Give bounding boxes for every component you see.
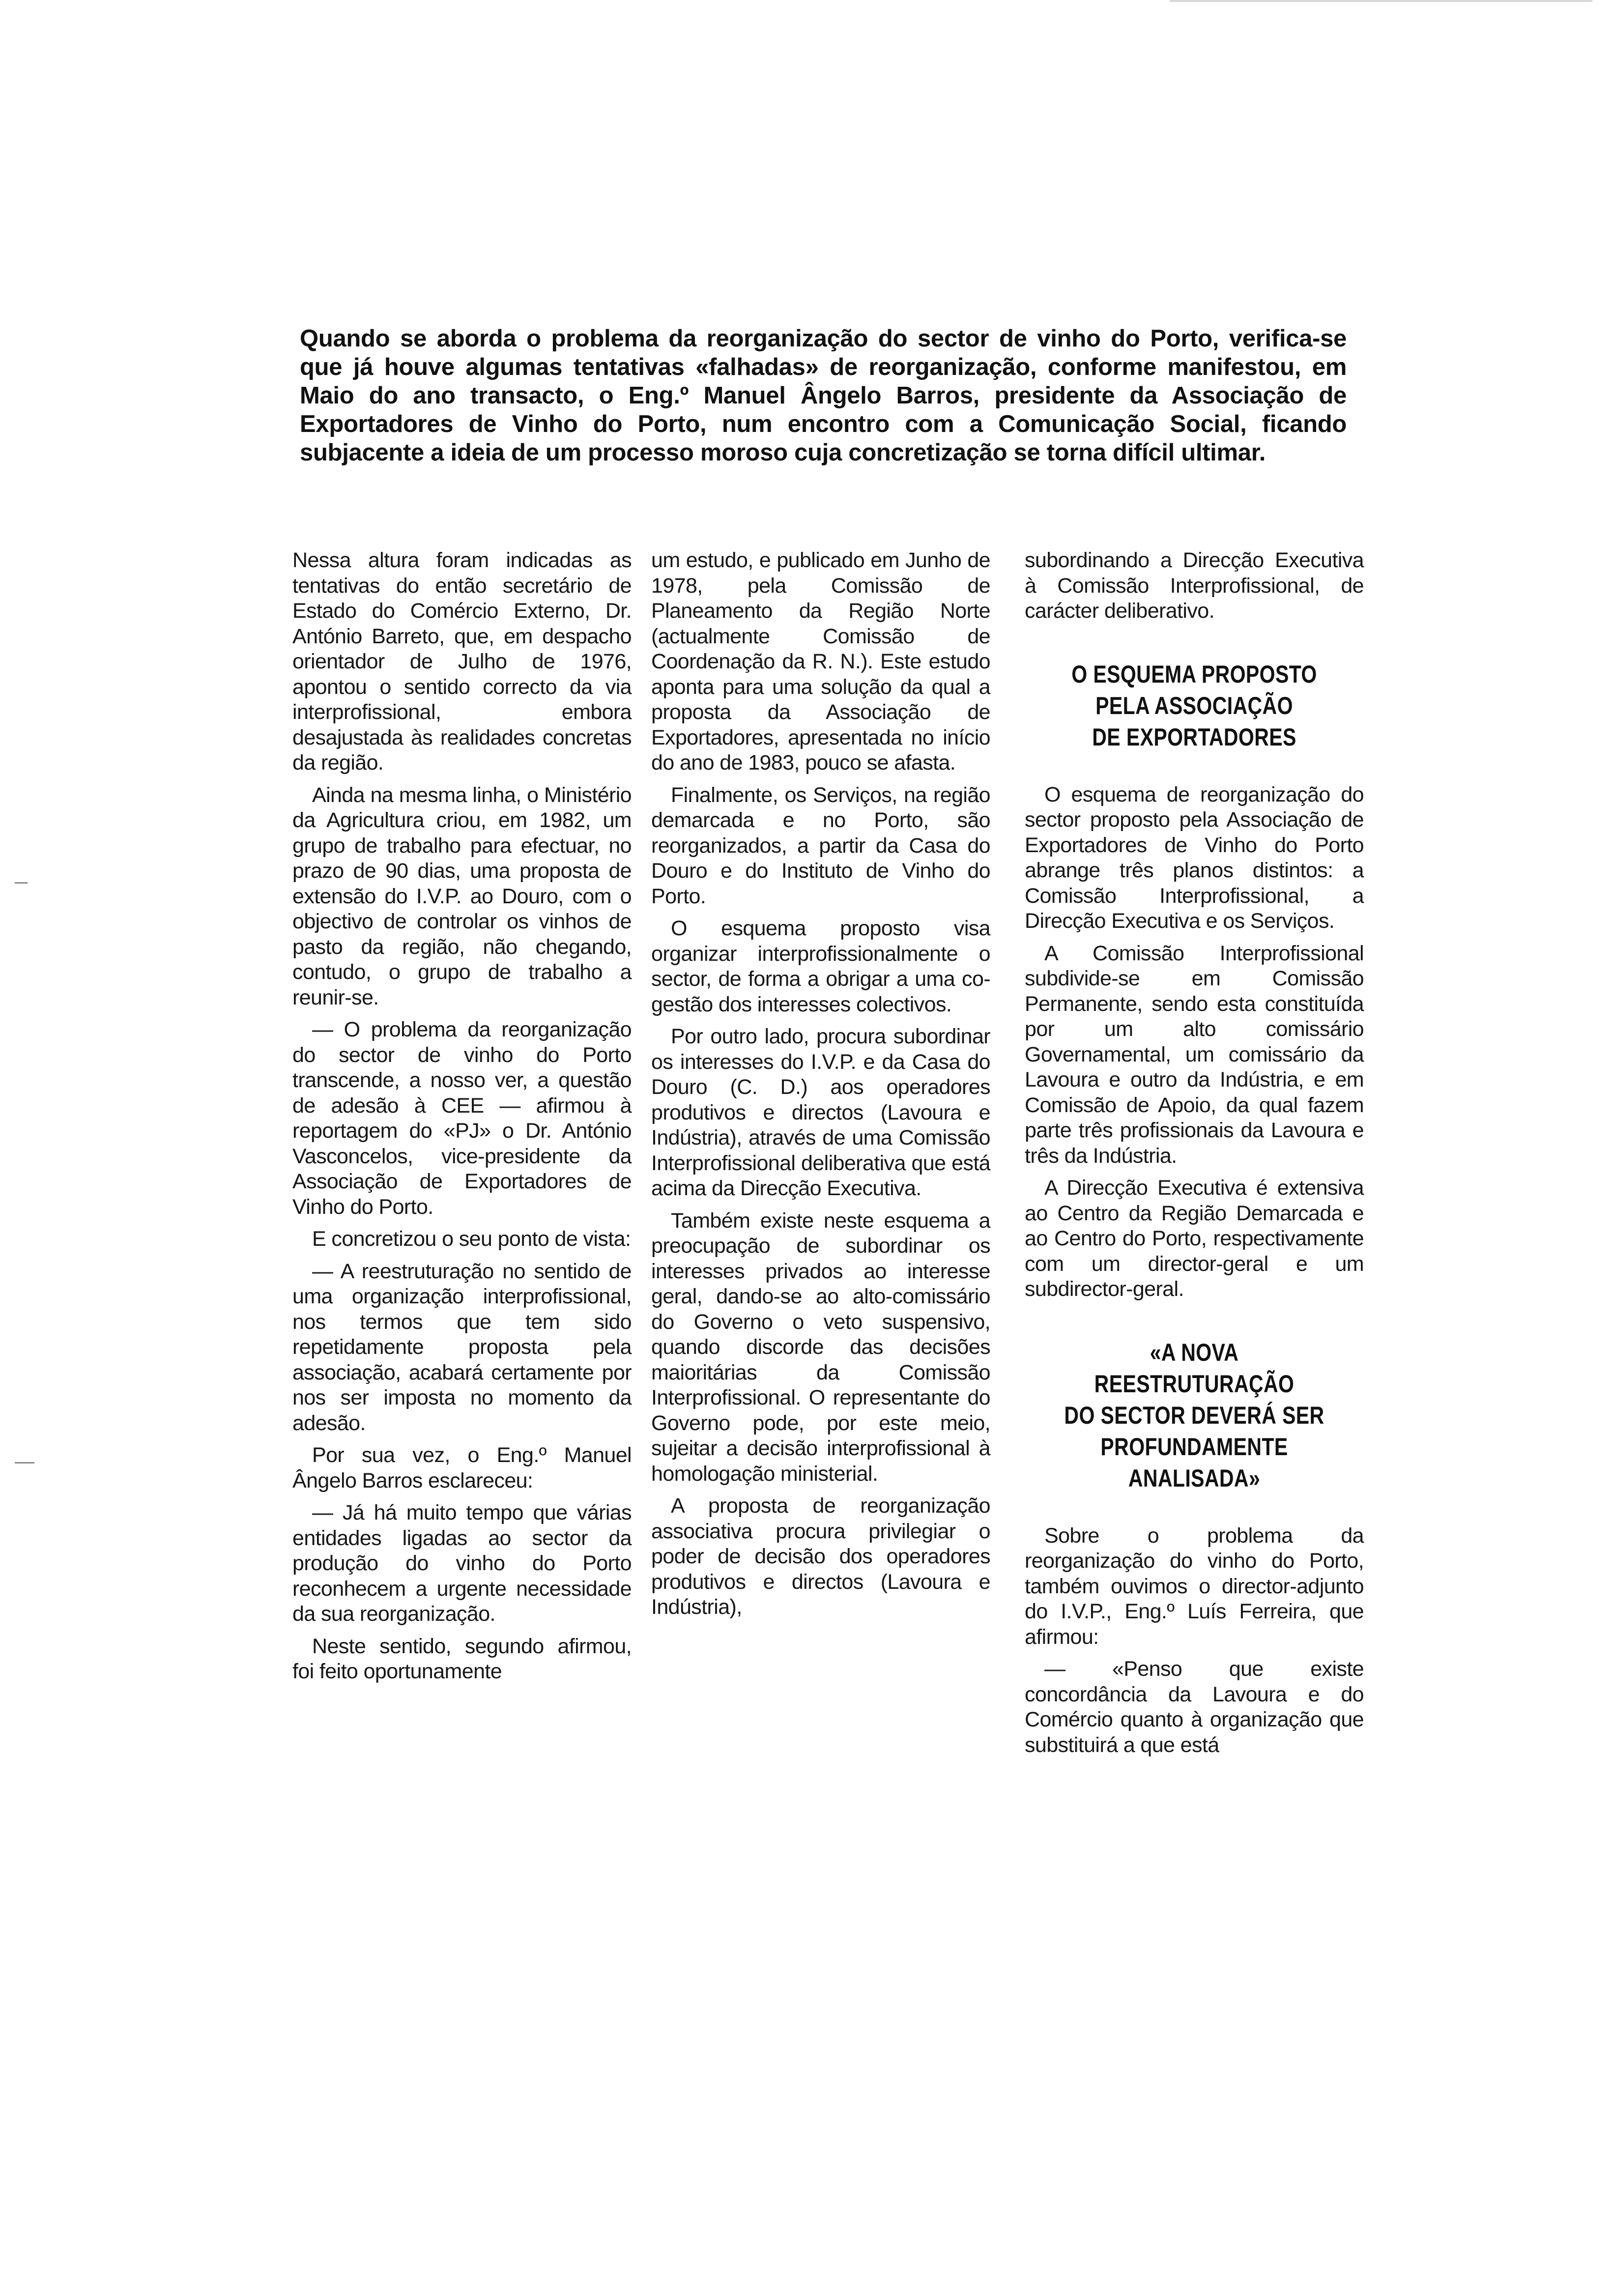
paragraph: A Comissão Interprofissional subdivide-se em Comissão Permanente, sendo esta constituída por um alto comissário Governamental, um comissário da Lavoura e outro da Indústria, e em Comissão de Apoio, da qual fazem parte três profissionais da Lavoura e três da Indústria. [1025, 941, 1364, 1168]
paragraph: — «Penso que existe concordância da Lavoura e do Comércio quanto à organização que substituirá a que está [1025, 1657, 1364, 1757]
paragraph: A Direcção Executiva é extensiva ao Centro da Região Demarcada e ao Centro do Porto, respectivamente com um director-geral e um subdirector-geral. [1025, 1176, 1364, 1301]
scan-margin-mark [15, 882, 28, 884]
article-lede: Quando se aborda o problema da reorganização do sector de vinho do Porto, verifica-se que já houve algumas tentativas «falhadas» de reorganização, conforme manifestou, em Maio do ano transacto, o Eng.º Manuel Ângelo Barros, presidente da Associação de Exportadores de Vinho do Porto, num encontro com a Comunicação Social, ficando subjacente a ideia de um processo moroso cuja concretização se torna difícil ultimar. [300, 325, 1347, 466]
paragraph: — O problema da reorganização do sector de vinho do Porto transcende, a nosso ver, a questão de adesão à CEE — afirmou à reportagem do «PJ» o Dr. António Vasconcelos, vice-presidente da Associação de Exportadores de Vinho do Porto. [292, 1018, 632, 1219]
paragraph: subordinando a Direcção Executiva à Comissão Interprofissional, de carácter deliberativo. [1025, 548, 1364, 623]
paragraph: Sobre o problema da reorganização do vinho do Porto, também ouvimos o director-adjunto do I.V.P., Eng.º Luís Ferreira, que afirmou: [1025, 1523, 1364, 1649]
subheading-line: PELA ASSOCIAÇÃO [1095, 691, 1293, 719]
subheading-esquema [1055, 659, 1333, 753]
subheading-line: O ESQUEMA PROPOSTO [1071, 660, 1317, 688]
paragraph: O esquema proposto visa organizar interprofissionalmente o sector, de forma a obrigar a uma co-gestão dos interesses colectivos. [651, 917, 990, 1016]
paragraph: Ainda na mesma linha, o Ministério da Agricultura criou, em 1982, um grupo de trabalho para efectuar, no prazo de 90 dias, uma proposta de extensão do I.V.P. ao Douro, com o objectivo de controlar os vinhos de pasto da região, não chegando, contudo, o grupo de trabalho a reunir-se. [292, 783, 632, 1009]
paragraph: Finalmente, os Serviços, na região demarcada e no Porto, são reorganizados, a partir da Casa do Douro e do Instituto de Vinho do Porto. [651, 783, 990, 908]
paragraph: Nessa altura foram indicadas as tentativas do então secretário de Estado do Comércio Externo, Dr. António Barreto, que, em despacho orientador de Julho de 1976, apontou o sentido correcto da via interprofissional, embora desajustada às realidades concretas da região. [292, 548, 632, 775]
paragraph: — A reestruturação no sentido de uma organização interprofissional, nos termos que tem sido repetidamente proposta pela associação, acabará certamente por nos ser imposta no momento da adesão. [292, 1259, 632, 1435]
paragraph: Neste sentido, segundo afirmou, foi feito oportunamente [292, 1634, 632, 1683]
paragraph: um estudo, e publicado em Junho de 1978, pela Comissão de Planeamento da Região Norte (actualmente Comissão de Coordenação da R. N.). Este estudo aponta para uma solução da qual a proposta da Associação de Exportadores, apresentada no início do ano de 1983, pouco se afasta. [651, 548, 990, 775]
subheading-line: PROFUNDAMENTE ANALISADA» [1100, 1433, 1288, 1492]
article-column-1 [292, 548, 632, 1692]
article-column-3 [1025, 548, 1364, 1765]
article-column-2 [651, 548, 990, 1627]
subheading-line: DO SECTOR DEVERÁ SER [1064, 1401, 1324, 1429]
subheading-line: DE EXPORTADORES [1092, 723, 1296, 751]
paragraph: Por sua vez, o Eng.º Manuel Ângelo Barros esclareceu: [292, 1443, 632, 1492]
paragraph: O esquema de reorganização do sector proposto pela Associação de Exportadores de Vinho do Porto abrange três planos distintos: a Comissão Interprofissional, a Direcção Executiva e os Serviços. [1025, 782, 1364, 933]
subheading-reestruturacao [1055, 1337, 1333, 1494]
paragraph: E concretizou o seu ponto de vista: [312, 1227, 631, 1251]
paragraph: Também existe neste esquema a preocupação de subordinar os interesses privados ao interesse geral, dando-se ao alto-comissário do Governo o veto suspensivo, quando discorde das decisões maioritárias da Comissão Interprofissional. O representante do Governo pode, por este meio, sujeitar a decisão interprofissional à homologação ministerial. [651, 1208, 990, 1486]
subheading-line: «A NOVA REESTRUTURAÇÃO [1094, 1338, 1295, 1398]
paragraph: — Já há muito tempo que várias entidades ligadas ao sector da produção do vinho do Porto reconhecem a urgente necessidade da sua reorganização. [292, 1501, 632, 1626]
paragraph: Por outro lado, procura subordinar os interesses do I.V.P. e da Casa do Douro (C. D.) aos operadores produtivos e directos (Lavoura e Indústria), através de uma Comissão Interprofissional deliberativa que está acima da Direcção Executiva. [651, 1025, 990, 1200]
scan-margin-mark [15, 1462, 34, 1464]
paragraph: A proposta de reorganização associativa procura privilegiar o poder de decisão dos operadores produtivos e directos (Lavoura e Indústria), [651, 1494, 990, 1619]
scan-edge-line [1170, 0, 1592, 2]
